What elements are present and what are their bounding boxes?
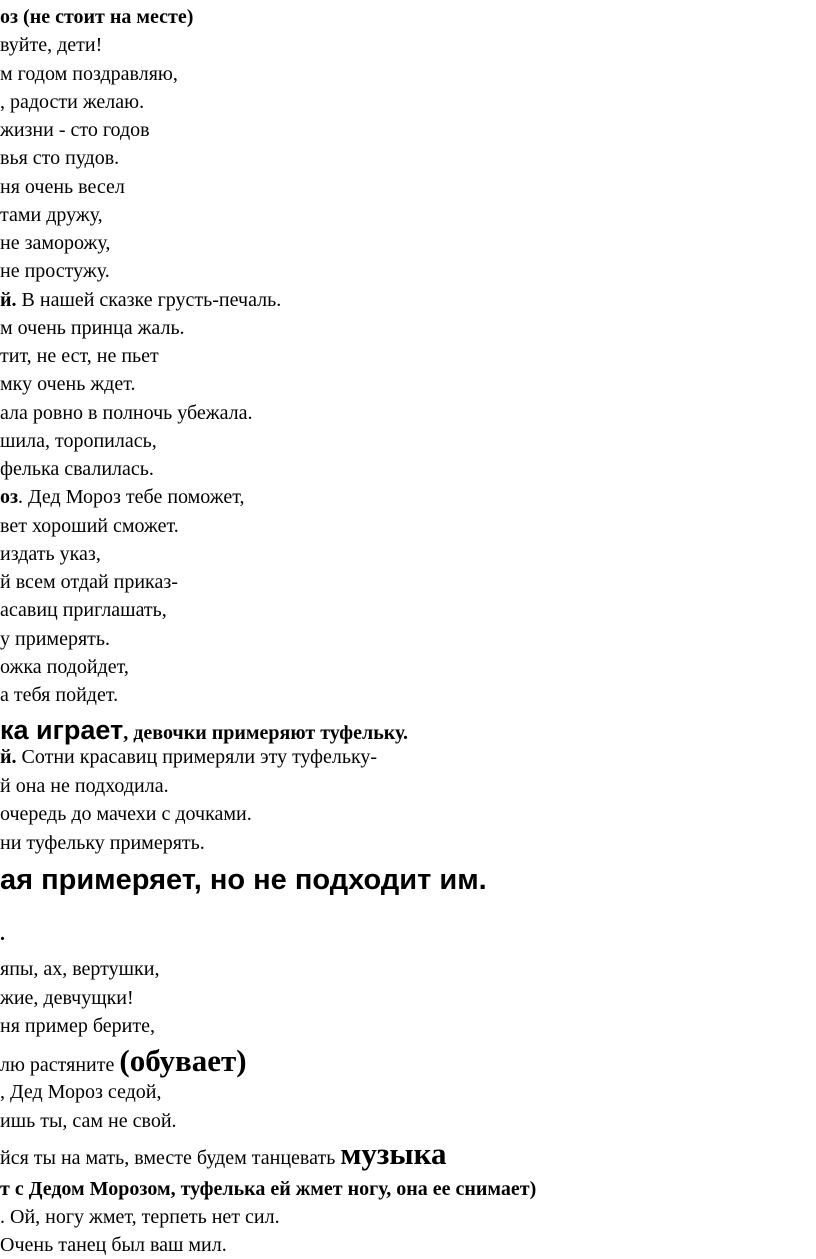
line-text: япы, ах, вертушки, — [0, 958, 160, 980]
stage-direction-small: , девочки примеряют туфельку. — [123, 722, 409, 744]
text-line — [0, 596, 167, 624]
line-text: йся ты на мать, вместе будем танцевать — [0, 1147, 341, 1169]
line-text: вет хороший сможет. — [0, 514, 179, 537]
line-text: , Дед Мороз седой, — [0, 1081, 162, 1103]
text-line — [0, 3, 193, 31]
stage-direction-large: ка играет — [0, 715, 124, 745]
text-line — [0, 743, 377, 771]
line-text: асавиц приглашать, — [0, 599, 167, 622]
text-line — [0, 829, 205, 857]
line-text: м очень принца жаль. — [0, 316, 185, 339]
stage-heading: ая примеряет, но не подходит им. — [0, 864, 487, 896]
speaker-name: й. — [0, 746, 17, 768]
line-text: тами дружу, — [0, 203, 103, 226]
text-line — [0, 1078, 161, 1106]
text-line — [0, 1043, 247, 1079]
text-line — [0, 653, 129, 681]
line-text: жизни - сто годов — [0, 119, 150, 141]
text-line — [0, 144, 119, 172]
text-line — [0, 1012, 155, 1040]
text-line — [0, 955, 159, 983]
line-text: ишь ты, сам не свой. — [0, 1109, 177, 1132]
speaker-name: оз — [0, 486, 19, 509]
text-line — [0, 625, 110, 653]
line-text: издать указ, — [0, 542, 101, 565]
line-text: мку очень ждет. — [0, 373, 136, 396]
text-line — [0, 455, 154, 483]
line-text: ала ровно в полночь убежала. — [0, 401, 253, 424]
line-text: ня пример берите, — [0, 1015, 155, 1037]
text-line — [0, 681, 118, 709]
line-text: . Дед Мороз тебе поможет, — [18, 486, 245, 509]
text-line — [0, 540, 101, 568]
line-text: оз (не стоит на месте) — [0, 6, 194, 28]
line-text: ожка подойдет, — [0, 655, 129, 678]
text-line — [0, 88, 144, 116]
text-line — [0, 314, 185, 342]
text-line — [0, 512, 179, 540]
stage-direction: т с Дедом Морозом, туфелька ей жмет ногу, она ее снимает) — [0, 1178, 537, 1200]
text-line — [0, 772, 169, 800]
text-line — [0, 201, 103, 229]
line-text: у примерять. — [0, 627, 110, 650]
text-line — [0, 1231, 227, 1259]
line-text: ни туфельку примерять. — [0, 831, 205, 854]
text-line — [0, 483, 244, 511]
line-text: очередь до мачехи с дочками. — [0, 803, 252, 825]
line-text: вуйте, дети! — [0, 34, 103, 57]
text-line — [0, 1137, 446, 1171]
line-text: тит, не ест, не пьет — [0, 345, 159, 367]
line-text: жие, девчущки! — [0, 986, 134, 1009]
text-line — [0, 399, 253, 427]
speaker-dot: . — [0, 923, 5, 945]
text-line — [0, 31, 102, 59]
line-text: не простужу. — [0, 260, 110, 283]
text-line — [0, 1203, 280, 1231]
text-line — [0, 257, 110, 285]
text-line — [0, 229, 110, 257]
stage-direction-large: (обувает) — [119, 1043, 247, 1078]
line-text: а тебя пойдет. — [0, 684, 119, 706]
text-line — [0, 984, 134, 1012]
stage-direction-large: музыка — [340, 1136, 447, 1171]
text-line — [0, 116, 150, 144]
line-text: ня очень весел — [0, 175, 125, 198]
line-text: Очень танец был ваш мил. — [0, 1234, 227, 1256]
text-line — [0, 427, 157, 455]
text-line — [0, 370, 135, 398]
line-text: фелька свалилась. — [0, 458, 154, 480]
line-text: лю растяните — [0, 1054, 120, 1076]
text-line — [0, 60, 178, 88]
line-text: Сотни красавиц примеряли эту туфельку- — [16, 746, 378, 768]
text-line — [0, 568, 178, 596]
line-text: м годом поздравляю, — [0, 62, 178, 85]
line-text: й всем отдай приказ- — [0, 571, 178, 593]
text-line — [0, 800, 252, 828]
line-text: , радости желаю. — [0, 90, 145, 113]
text-line — [0, 342, 159, 370]
line-text: й она не подходила. — [0, 774, 169, 797]
speaker-name: й. — [0, 288, 17, 311]
line-text: вья сто пудов. — [0, 147, 120, 170]
text-line — [0, 1107, 177, 1135]
line-text: не заморожу, — [0, 232, 111, 254]
line-text: В нашей сказке грусть-печаль. — [16, 288, 282, 311]
text-line — [0, 173, 125, 201]
text-line — [0, 286, 281, 314]
line-text: шила, торопилась, — [0, 429, 157, 452]
line-text: . Ой, ногу жмет, терпеть нет сил. — [0, 1206, 280, 1228]
